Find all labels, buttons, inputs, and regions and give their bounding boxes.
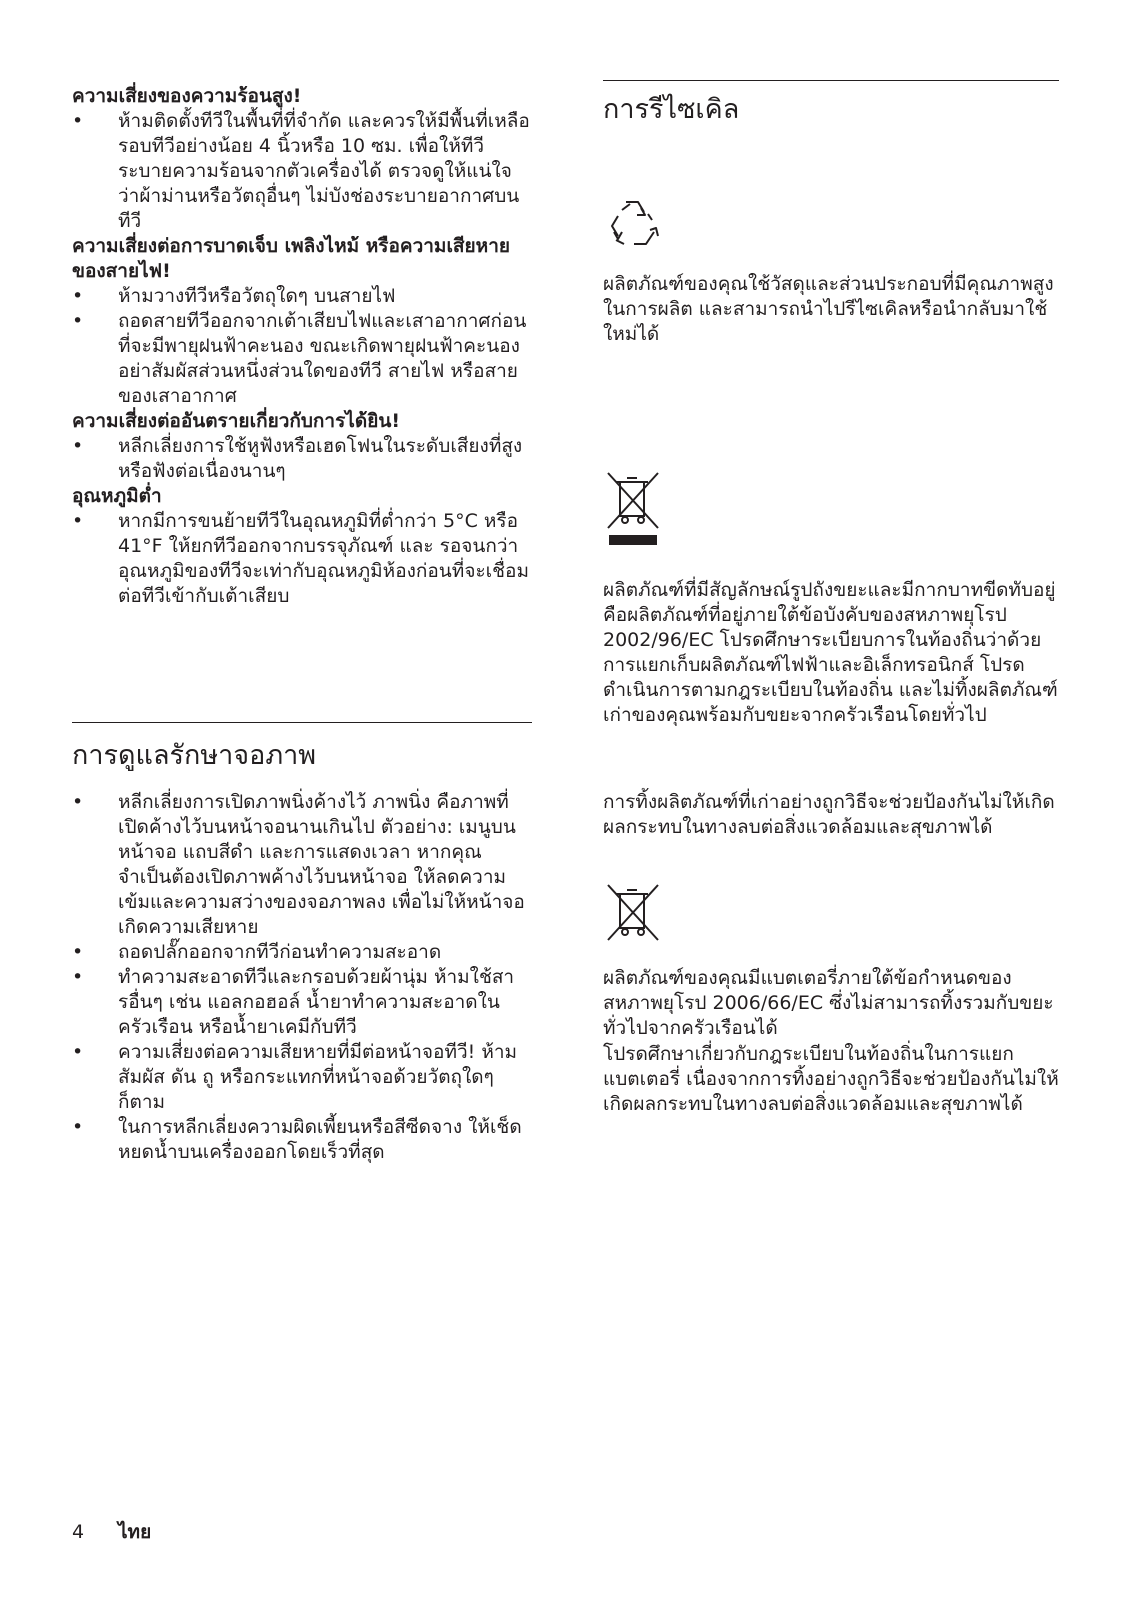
bullets-injury: [72, 284, 532, 409]
list-item: • หลีกเลี่ยงการใช้หูฟังหรือเฮดโฟนในระดับเสียงที่สูงหรือฟังต่อเนื่องนานๆ: [72, 434, 532, 484]
heading-heat: ความเสี่ยงของความร้อนสูง!: [72, 85, 302, 107]
page-number: 4: [72, 1521, 85, 1543]
left-column: [72, 84, 532, 609]
screen-care-section: [72, 790, 532, 1165]
bullets-hearing: [72, 434, 532, 484]
bullets-screen-care: [72, 790, 532, 1165]
battery-bin-icon: [603, 880, 663, 948]
heading-injury: ความเสี่ยงต่อการบาดเจ็บ เพลิงไหม้ หรือความเสียหายของสายไฟ!: [72, 235, 510, 282]
recycling-para-3: การทิ้งผลิตภัณฑ์ที่เก่าอย่างถูกวิธีจะช่วยป้องกันไม่ให้เกิดผลกระทบในทางลบต่อสิ่งแวดล้อมและสุขภาพได้: [603, 791, 1055, 838]
divider-recycling: [603, 80, 1059, 81]
list-item: • ถอดปลั๊กออกจากทีวีก่อนทำความสะอาด: [72, 940, 532, 965]
footer-language: ไทย: [118, 1521, 152, 1543]
bullets-low-temp: [72, 509, 532, 609]
recycling-title: การรีไซเคิล: [603, 94, 740, 125]
bullets-heat: [72, 109, 532, 234]
list-item: • ทำความสะอาดทีวีและกรอบด้วยผ้านุ่ม ห้ามใช้สารอื่นๆ เช่น แอลกอฮอล์ น้ำยาทำความสะอาดในครัวเรือน หรือน้ำยาเคมีกับทีวี: [72, 965, 532, 1040]
divider-screen-care: [72, 722, 532, 723]
safety-low-temp: [72, 484, 532, 609]
recycling-para-1: ผลิตภัณฑ์ของคุณใช้วัสดุและส่วนประกอบที่มีคุณภาพสูงในการผลิต และสามารถนำไปรีไซเคิลหรือนำกลับมาใช้ใหม่ได้: [603, 273, 1054, 345]
heading-hearing: ความเสี่ยงต่ออันตรายเกี่ยวกับการได้ยิน!: [72, 410, 400, 432]
list-item: • ถอดสายทีวีออกจากเต้าเสียบไฟและเสาอากาศก่อนที่จะมีพายุฝนฟ้าคะนอง ขณะเกิดพายุฝนฟ้าคะนอง อย่าสัมผัสส่วนหนึ่งส่วนใดของทีวี สายไฟ หรือสายของเสาอากาศ: [72, 309, 532, 409]
weee-bin-icon: [603, 468, 663, 550]
recycling-para-4: ผลิตภัณฑ์ของคุณมีแบตเตอรี่ภายใต้ข้อกำหนดของสหภาพยุโรป 2006/66/EC ซึ่งไม่สามารถทิ้งรวมกับขยะทั่วไปจากครัวเรือนได้: [603, 967, 1054, 1039]
safety-heat: [72, 84, 532, 234]
list-item: • ห้ามติดตั้งทีวีในพื้นที่ที่จำกัด และควรให้มีพื้นที่เหลือรอบทีวีอย่างน้อย 4 นิ้วหรือ 10 ซม. เพื่อให้ทีวีระบายความร้อนจากตัวเครื่องได้ ตรวจดูให้แน่ใจว่าผ้าม่านหรือวัตถุอื่นๆ ไม่บังช่องระบายอากาศบนทีวี: [72, 109, 532, 234]
list-item: • ในการหลีกเลี่ยงความผิดเพี้ยนหรือสีซีดจาง ให้เช็ดหยดน้ำบนเครื่องออกโดยเร็วที่สุด: [72, 1115, 532, 1165]
list-item: • ความเสี่ยงต่อความเสียหายที่มีต่อหน้าจอทีวี! ห้ามสัมผัส ดัน ถู หรือกระแทกที่หน้าจอด้วยวัตถุใดๆ ก็ตาม: [72, 1040, 532, 1115]
recycling-para-2: ผลิตภัณฑ์ที่มีสัญลักษณ์รูปถังขยะและมีกากบาทขีดทับอยู่ คือผลิตภัณฑ์ที่อยู่ภายใต้ข้อบังคับของสหภาพยุโรป 2002/96/EC โปรดศึกษาระเบียบการในท้องถิ่นว่าด้วยการแยกเก็บผลิตภัณฑ์ไฟฟ้าและอิเล็กทรอนิกส์ โปรดดำเนินการตามกฎระเบียบในท้องถิ่น และไม่ทิ้งผลิตภัณฑ์เก่าของคุณพร้อมกับขยะจากครัวเรือนโดยทั่วไป: [603, 579, 1058, 726]
recycle-icon: [604, 196, 664, 256]
heading-low-temp: อุณหภูมิต่ำ: [72, 485, 162, 507]
safety-hearing: [72, 409, 532, 484]
recycling-para-5: โปรดศึกษาเกี่ยวกับกฎระเบียบในท้องถิ่นในการแยกแบตเตอรี่ เนื่องจากการทิ้งอย่างถูกวิธีจะช่วยป้องกันไม่ให้เกิดผลกระทบในทางลบต่อสิ่งแวดล้อมและสุขภาพได้: [603, 1043, 1059, 1115]
screen-care-title: การดูแลรักษาจอภาพ: [72, 740, 317, 771]
list-item: • หลีกเลี่ยงการเปิดภาพนิ่งค้างไว้ ภาพนิ่ง คือภาพที่เปิดค้างไว้บนหน้าจอนานเกินไป ตัวอย่าง: เมนูบนหน้าจอ แถบสีดำ และการแสดงเวลา หากคุณจำเป็นต้องเปิดภาพค้างไว้บนหน้าจอ ให้ลดความเข้มและความสว่างของจอภาพลง เพื่อไม่ให้หน้าจอเกิดความเสียหาย: [72, 790, 532, 940]
list-item: • หากมีการขนย้ายทีวีในอุณหภูมิที่ต่ำกว่า 5°C หรือ 41°F ให้ยกทีวีออกจากบรรจุภัณฑ์ และ รอจนกว่าอุณหภูมิของทีวีจะเท่ากับอุณหภูมิห้องก่อนที่จะเชื่อมต่อทีวีเข้ากับเต้าเสียบ: [72, 509, 532, 609]
safety-injury: [72, 234, 532, 409]
list-item: • ห้ามวางทีวีหรือวัตถุใดๆ บนสายไฟ: [72, 284, 532, 309]
